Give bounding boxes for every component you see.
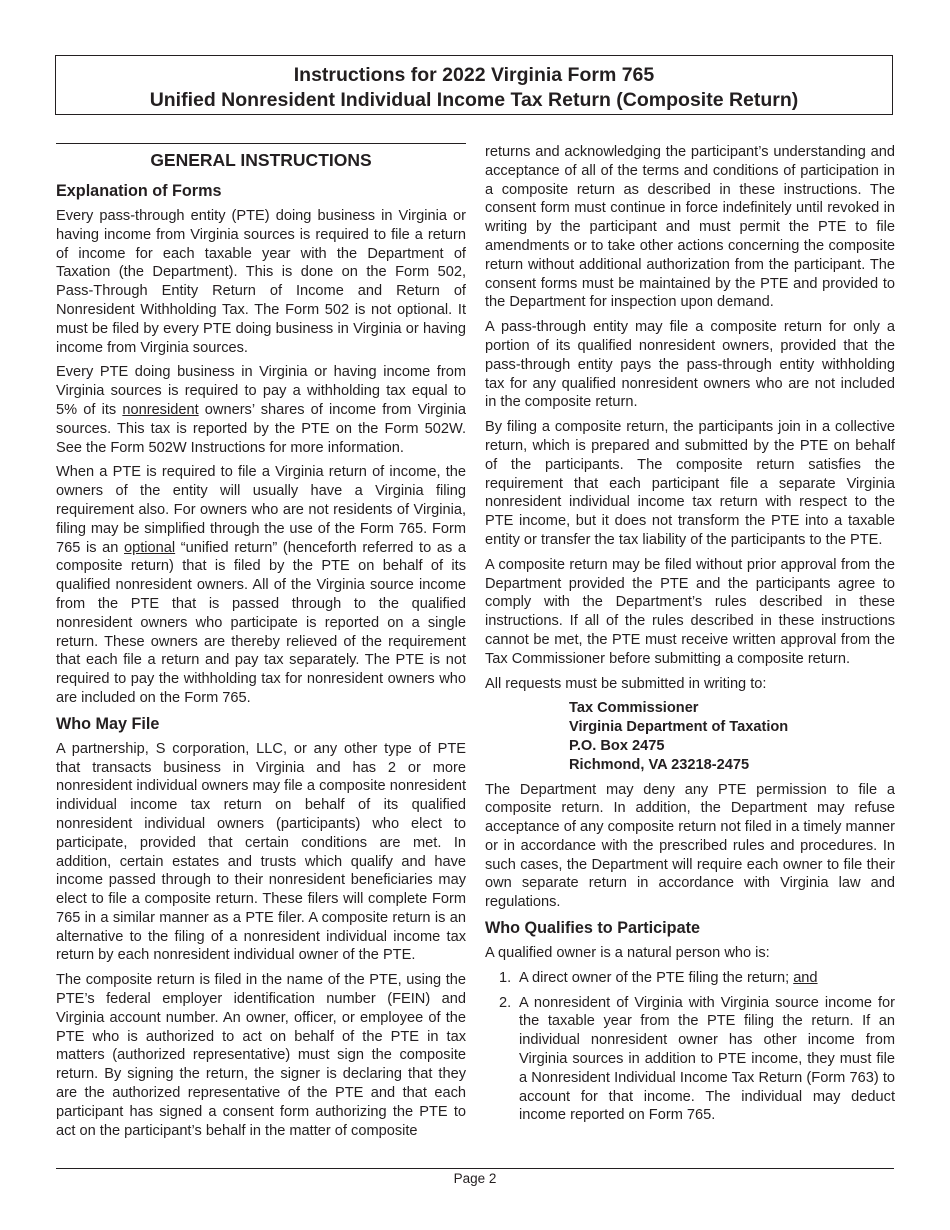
- paragraph: A composite return may be filed without prior approval from the Department provided the PTE and the participants agree to comply with the Department’s rules described in these instructions. If all of the rules described in these instructions cannot be met, the PTE must receive written approval from the Tax Commissioner before submitting a composite return.: [485, 556, 895, 667]
- footer-divider: [56, 1168, 894, 1169]
- address-line: Tax Commissioner: [569, 700, 699, 717]
- paragraph: When a PTE is required to file a Virginia return of income, the owners of the entity will usually have a Virginia filing requirement also. For owners who are not residents of Virginia, filing may be simplified through the use of the Form 765. Form 765 is an optional “unified return” (henceforth referred to as a composite return) that is filed by the PTE on behalf of its qualified nonresident owners. All of the Virginia source income from the PTE that is passed through to the qualified nonresident owners who participate is reported on a single return. These owners are thereby relieved of the requirement that each file a return and pay tax separately. The PTE is not required to pay the withholding tax for nonresident owners who are included on the Form 765.: [56, 464, 466, 706]
- paragraph: A partnership, S corporation, LLC, or any other type of PTE that transacts business in Virginia and has 2 or more nonresident individual owners may file a composite nonresident individual income tax return on behalf of its qualified nonresident individual owners (participants) who elect to participate, provided that certain conditions are met. In addition, certain estates and trusts which qualify and have income passed through to their nonresident beneficiaries may elect to file a composite return. These filers will complete Form 765 in a similar manner as a PTE filer. A composite return is an alternative to the filing of a nonresident individual income tax return by each nonresident individual owner of the PTE.: [56, 740, 466, 964]
- paragraph: The composite return is filed in the name of the PTE, using the PTE’s federal employer identification number (FEIN) and Virginia account number. An owner, officer, or employee of the PTE who is authorized to act on behalf of the PTE in tax matters (authorized representative) must sign the composite return. By signing the return, the signer is declaring that they are the authorized representative of the PTE and that each participant has signed a consent form authorizing the PTE to act on the participant’s behalf in the matter of composite: [56, 972, 466, 1139]
- document-title-box: [55, 55, 893, 115]
- title-line-1: Instructions for 2022 Virginia Form 765: [293, 64, 655, 86]
- left-column: [56, 143, 466, 1146]
- page-number: Page 2: [453, 1171, 497, 1186]
- qualification-list: [485, 969, 895, 1125]
- paragraph: A pass-through entity may file a composite return for only a portion of its qualified nonresident owners, provided that the pass-through entity pays the pass-through entity withholding tax for any qualified nonresident owners who are not included in the composite return.: [485, 319, 895, 411]
- right-column: [485, 143, 895, 1131]
- paragraph: returns and acknowledging the participant’s understanding and acceptance of all of the terms and conditions of participation in a composite return as described in these instructions. The consent form must continue in force indefinitely until revoked in writing by the participant and must permit the PTE to file amendments or to take other actions concerning the composite return without additional authorization from the participant. The consent forms must be maintained by the PTE and provided to the Department for inspection upon demand.: [485, 144, 895, 311]
- section-title: GENERAL INSTRUCTIONS: [56, 143, 466, 171]
- paragraph: A qualified owner is a natural person who is:: [485, 945, 770, 962]
- address-line: P.O. Box 2475: [569, 737, 665, 754]
- paragraph: Every PTE doing business in Virginia or having income from Virginia sources is required to pay a withholding tax equal to 5% of its nonresident owners’ shares of income from Virginia sources. This tax is reported by the PTE on the Form 502W. See the Form 502W Instructions for more information.: [56, 364, 466, 456]
- list-item: 2. A nonresident of Virginia with Virginia source income for the taxable year from the PTE filing the return. If an individual nonresident owner has other income from Virginia sources in addition to PTE income, they must file a Nonresident Individual Income Tax Return (Form 763) to account for that income. The individual may deduct income reported on Form 765.: [499, 994, 895, 1124]
- title-line-2: Unified Nonresident Individual Income Tax Return (Composite Return): [149, 89, 799, 111]
- address-line: Richmond, VA 23218-2475: [569, 756, 750, 773]
- address-line: Virginia Department of Taxation: [569, 719, 789, 736]
- paragraph: Every pass-through entity (PTE) doing business in Virginia or having income from Virginia sources is required to file a return of income for each taxable year with the Department of Taxation (the Department). This is done on the Form 502, Pass-Through Entity Return of Income and Return of Nonresident Withholding Tax. The Form 502 is not optional. It must be filed by every PTE doing business in Virginia or having income from Virginia sources.: [56, 208, 466, 356]
- paragraph: By filing a composite return, the participants join in a collective return, which is prepared and submitted by the PTE on behalf of the participants. The composite return satisfies the requirement that each participant file a separate Virginia nonresident individual income tax return with respect to the PTE income, but it does not transform the PTE into a taxable entity or transfer the tax liability of the participants to the PTE.: [485, 419, 895, 548]
- mailing-address: [569, 699, 895, 774]
- heading-explanation-of-forms: Explanation of Forms: [56, 182, 222, 200]
- heading-who-qualifies: Who Qualifies to Participate: [485, 919, 700, 938]
- list-item: 1. A direct owner of the PTE filing the return; and: [499, 969, 818, 986]
- paragraph: The Department may deny any PTE permission to file a composite return. In addition, the Department may refuse acceptance of any composite return not filed in a timely manner or in accordance with the prescribed rules and procedures. In such cases, the Department will require each owner to file their own separate return in accordance with Virginia law and regulations.: [485, 781, 895, 911]
- paragraph: All requests must be submitted in writing to:: [485, 675, 767, 692]
- heading-who-may-file: Who May File: [56, 714, 160, 733]
